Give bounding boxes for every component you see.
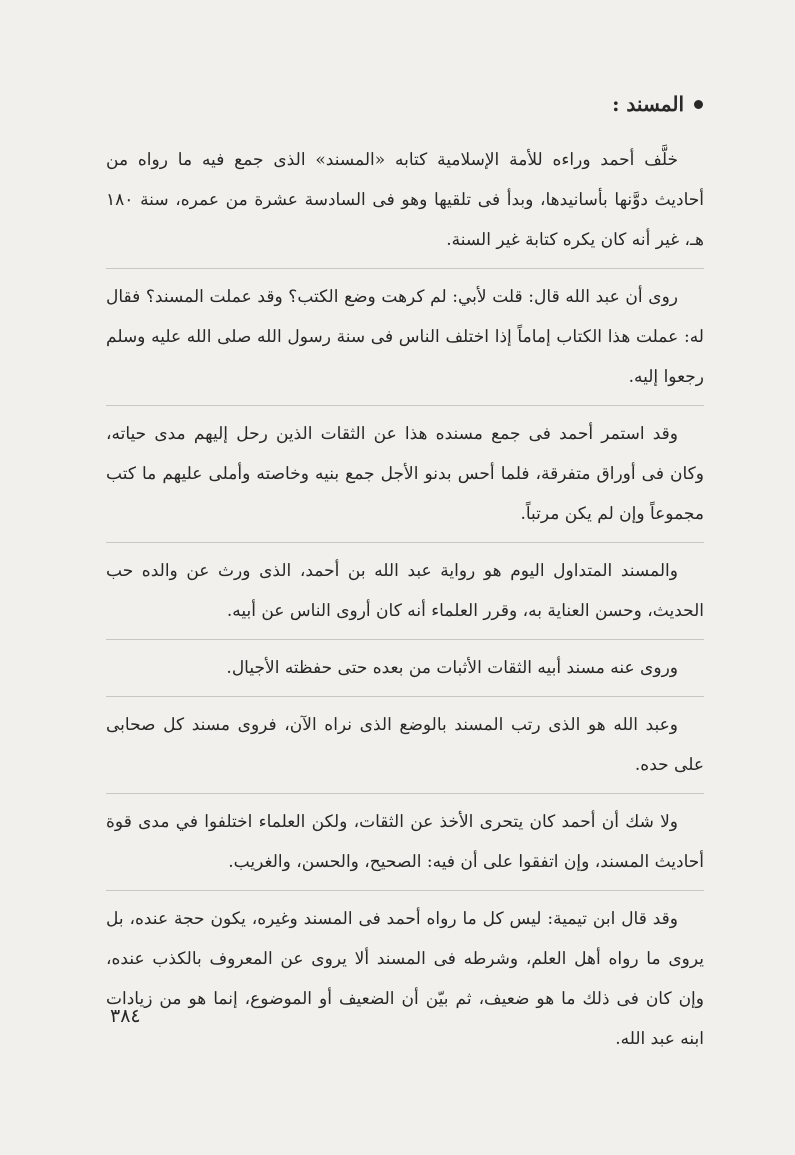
paragraph-6: وعبد الله هو الذى رتب المسند بالوضع الذى نراه الآن، فروى مسند كل صحابى على حده. <box>106 715 704 775</box>
paragraph-5: وروى عنه مسند أبيه الثقات الأثبات من بعده حتى حفظته الأجيال. <box>226 658 678 678</box>
paragraph-7: ولا شك أن أحمد كان يتحرى الأخذ عن الثقات، ولكن العلماء اختلفوا في مدى قوة أحاديث المسند، وإن اتفقوا على أن فيه: الصحيح، والحسن، والغريب. <box>106 812 704 872</box>
paragraph-2: روى أن عبد الله قال: قلت لأبي: لم كرهت وضع الكتب؟ وقد عملت المسند؟ فقال له: عملت هذا الكتاب إماماً إذا اختلف الناس فى سنة رسول الله صلى الله عليه وسلم رجعوا إليه. <box>106 287 704 387</box>
section-title-text: المسند : <box>612 92 684 116</box>
page-number: ٣٨٤ <box>110 1005 141 1027</box>
section-heading <box>612 92 703 116</box>
paragraph-4: والمسند المتداول اليوم هو رواية عبد الله بن أحمد، الذى ورث عن والده حب الحديث، وحسن العناية به، وقرر العلماء أنه كان أروى الناس عن أبيه. <box>106 561 704 621</box>
bullet-icon <box>694 100 703 109</box>
body-text <box>106 132 704 1067</box>
paragraph-3: وقد استمر أحمد فى جمع مسنده هذا عن الثقات الذين رحل إليهم مدى حياته، وكان فى أوراق متفرقة، فلما أحس بدنو الأجل جمع بنيه وخاصته وأملى عليهم ما كتب مجموعاً وإن لم يكن مرتباً. <box>106 424 704 524</box>
paragraph-1: خلَّف أحمد وراءه للأمة الإسلامية كتابه «المسند» الذى جمع فيه ما رواه من أحاديث دوَّنها بأسانيدها، وبدأ فى تلقيها وهو فى السادسة عشرة من عمره، سنة ١٨٠ هـ، غير أنه كان يكره كتابة غير السنة. <box>106 150 704 250</box>
paragraph-8: وقد قال ابن تيمية: ليس كل ما رواه أحمد فى المسند وغيره، يكون حجة عنده، بل يروى ما رواه أهل العلم، وشرطه فى المسند ألا يروى عن المعروف بالكذب عنده، وإن كان فى ذلك ما هو ضعيف، ثم بيّن أن الضعيف أو الموضوع، إنما هو من زيادات ابنه عبد الله. <box>106 909 704 1049</box>
